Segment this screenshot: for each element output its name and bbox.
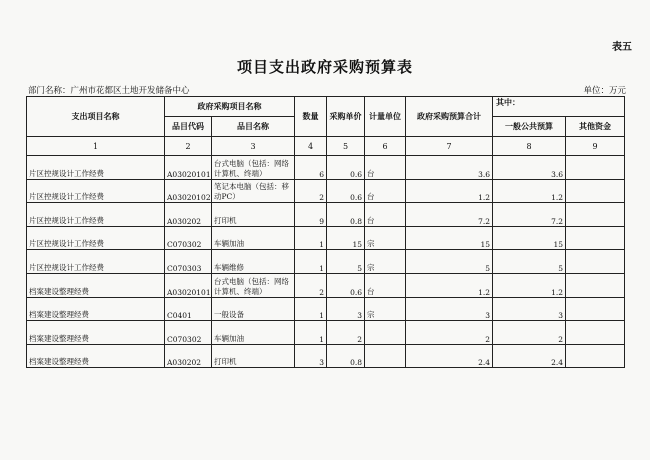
general-budget-cell: 1.2 [493,179,566,203]
table-row [27,321,625,345]
general-budget-cell: 15 [493,226,566,250]
item-code-cell: A03020101 [165,273,212,297]
general-budget-cell: 2.4 [493,344,566,368]
project-cell: 档案建设整理经费 [27,321,165,345]
quantity-cell: 1 [295,226,327,250]
page-title: 项目支出政府采购预算表 [236,58,413,76]
form-number: 表五 [612,42,632,53]
project-cell: 片区控规设计工作经费 [27,250,165,274]
item-code-cell: C070302 [165,321,212,345]
other-funds-cell [566,297,625,321]
item-code-cell: A03020102 [165,179,212,203]
unit-cell [365,344,406,368]
department-label: 部门名称：广州市花都区土地开发储备中心 [28,86,190,96]
column-index: 2 [165,137,212,156]
unit-price-cell: 3 [327,297,365,321]
item-code-cell: C070302 [165,226,212,250]
header-total: 政府采购预算合计 [406,97,493,137]
column-index: 9 [566,137,625,156]
header-item-code: 品目代码 [165,117,212,137]
other-funds-cell [566,344,625,368]
header-unit: 计量单位 [365,97,406,137]
project-cell: 档案建设整理经费 [27,273,165,297]
unit-cell: 台 [365,203,406,227]
table-row [27,273,625,297]
quantity-cell: 2 [295,179,327,203]
general-budget-cell: 3 [493,297,566,321]
header-other-funds: 其他资金 [566,117,625,137]
unit-price-cell: 0.8 [327,203,365,227]
procurement-budget-table [26,96,625,368]
quantity-cell: 1 [295,321,327,345]
table-row [27,250,625,274]
total-cell: 3.6 [406,156,493,180]
quantity-cell: 6 [295,156,327,180]
table-row [27,203,625,227]
quantity-cell: 9 [295,203,327,227]
item-code-cell: A030202 [165,344,212,368]
column-index: 8 [493,137,566,156]
item-name-cell: 车辆维修 [212,250,295,274]
unit-price-cell: 2 [327,321,365,345]
table-row [27,156,625,180]
unit-price-cell: 0.8 [327,344,365,368]
column-index: 4 [295,137,327,156]
project-cell: 片区控规设计工作经费 [27,179,165,203]
general-budget-cell: 5 [493,250,566,274]
project-cell: 片区控规设计工作经费 [27,156,165,180]
general-budget-cell: 2 [493,321,566,345]
unit-price-cell: 0.6 [327,273,365,297]
column-index: 3 [212,137,295,156]
column-index-row [27,137,625,156]
general-budget-cell: 1.2 [493,273,566,297]
quantity-cell: 3 [295,344,327,368]
column-index: 7 [406,137,493,156]
header-general-budget: 一般公共预算 [493,117,566,137]
header-among: 其中： [493,97,625,117]
total-cell: 1.2 [406,179,493,203]
table-row [27,297,625,321]
unit-cell: 宗 [365,226,406,250]
table-row [27,179,625,203]
item-code-cell: A03020101 [165,156,212,180]
column-index: 6 [365,137,406,156]
total-cell: 5 [406,250,493,274]
unit-price-cell: 0.6 [327,179,365,203]
header-unit-price: 采购单价 [327,97,365,137]
unit-price-cell: 5 [327,250,365,274]
total-cell: 3 [406,297,493,321]
unit-cell: 台 [365,179,406,203]
header-procurement-item: 政府采购项目名称 [165,97,295,117]
total-cell: 1.2 [406,273,493,297]
general-budget-cell: 3.6 [493,156,566,180]
unit-price-cell: 0.6 [327,156,365,180]
unit-cell: 台 [365,273,406,297]
column-index: 5 [327,137,365,156]
other-funds-cell [566,273,625,297]
table-row [27,226,625,250]
total-cell: 2 [406,321,493,345]
project-cell: 片区控规设计工作经费 [27,203,165,227]
quantity-cell: 1 [295,297,327,321]
project-cell: 档案建设整理经费 [27,344,165,368]
item-code-cell: C070303 [165,250,212,274]
unit-price-cell: 15 [327,226,365,250]
general-budget-cell: 7.2 [493,203,566,227]
item-name-cell: 打印机 [212,203,295,227]
item-name-cell: 台式电脑（包括：网络计算机、终端） [212,156,295,180]
other-funds-cell [566,250,625,274]
total-cell: 2.4 [406,344,493,368]
other-funds-cell [566,179,625,203]
item-name-cell: 笔记本电脑（包括：移动PC） [212,179,295,203]
item-name-cell: 车辆加油 [212,226,295,250]
total-cell: 7.2 [406,203,493,227]
other-funds-cell [566,203,625,227]
project-cell: 片区控规设计工作经费 [27,226,165,250]
total-cell: 15 [406,226,493,250]
other-funds-cell [566,156,625,180]
column-index: 1 [27,137,165,156]
unit-cell: 宗 [365,297,406,321]
header-quantity: 数量 [295,97,327,137]
header-project: 支出项目名称 [27,97,165,137]
item-code-cell: C0401 [165,297,212,321]
unit-cell: 宗 [365,250,406,274]
header-item-name: 品目名称 [212,117,295,137]
project-cell: 档案建设整理经费 [27,297,165,321]
item-name-cell: 车辆加油 [212,321,295,345]
unit-cell [365,321,406,345]
unit-label: 单位：万元 [583,86,626,96]
item-name-cell: 台式电脑（包括：网络计算机、终端） [212,273,295,297]
quantity-cell: 1 [295,250,327,274]
quantity-cell: 2 [295,273,327,297]
item-name-cell: 打印机 [212,344,295,368]
item-name-cell: 一般设备 [212,297,295,321]
table-row [27,344,625,368]
other-funds-cell [566,321,625,345]
other-funds-cell [566,226,625,250]
unit-cell: 台 [365,156,406,180]
item-code-cell: A030202 [165,203,212,227]
